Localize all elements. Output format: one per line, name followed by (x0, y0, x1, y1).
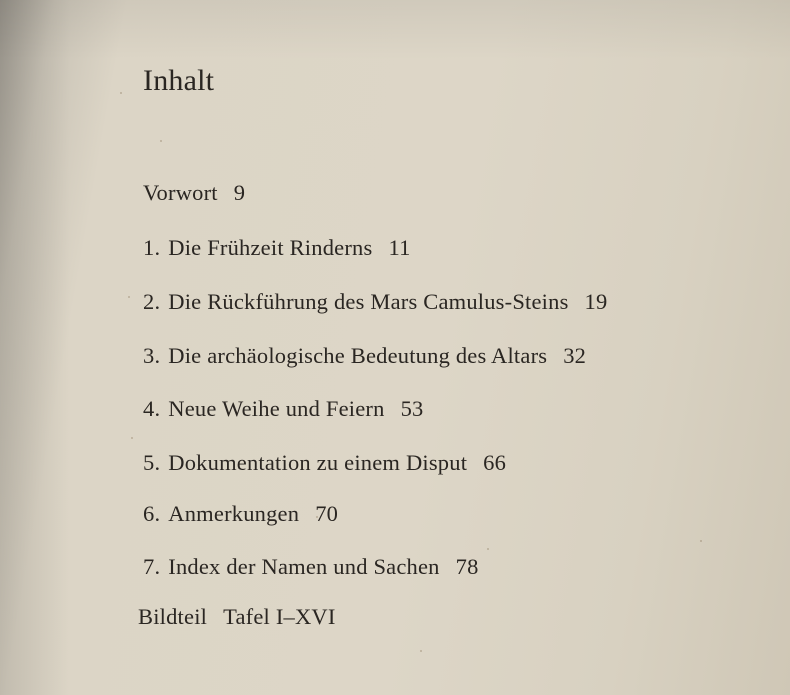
paper-speck (487, 548, 489, 550)
toc-entry-text: Die Frühzeit Rinderns (168, 235, 373, 260)
toc-entry-text: Die Rückführung des Mars Camulus-Steins (168, 289, 569, 314)
toc-entry-page: 32 (563, 343, 587, 368)
toc-entry-5 (143, 450, 506, 476)
toc-entry-1 (143, 235, 411, 261)
toc-entry-4 (143, 396, 423, 422)
toc-entry-3 (143, 343, 586, 369)
toc-entry-text: Index der Namen und Sachen (168, 554, 440, 579)
paper-speck (120, 92, 122, 94)
paper-speck (316, 516, 318, 518)
toc-entry-page: 53 (400, 396, 424, 421)
toc-entry-text: Neue Weihe und Feiern (168, 396, 385, 421)
paper-speck (128, 296, 130, 298)
toc-entry-page: Tafel I–XVI (223, 604, 336, 629)
paper-speck (420, 650, 422, 652)
toc-entry-plates (138, 604, 336, 630)
paper-speck (700, 540, 702, 542)
toc-entry-page: 9 (233, 180, 246, 205)
toc-entry-number: 3. (143, 343, 161, 368)
toc-entry-number: 4. (143, 396, 161, 421)
paper-speck (160, 140, 162, 142)
toc-entry-text: Vorwort (143, 180, 218, 205)
paper-speck (131, 437, 133, 439)
toc-entry-page: 70 (315, 501, 339, 526)
toc-entry-2 (143, 289, 607, 315)
toc-entry-text: Dokumentation zu einem Disput (168, 450, 468, 475)
toc-entry-page: 78 (455, 554, 479, 579)
toc-entry-number: 5. (143, 450, 161, 475)
toc-entry-text: Die archäologische Bedeutung des Altars (168, 343, 548, 368)
toc-entry-page: 11 (388, 235, 411, 260)
toc-entry-text: Anmerkungen (168, 501, 300, 526)
toc-entry-7 (143, 554, 479, 580)
toc-entry-number: 7. (143, 554, 161, 579)
toc-entry-page: 19 (584, 289, 608, 314)
paper-speck (560, 300, 562, 302)
toc-entry-number: 1. (143, 235, 161, 260)
toc-entry-text: Bildteil (138, 604, 208, 629)
toc-entry-page: 66 (483, 450, 507, 475)
toc-entry-number: 6. (143, 501, 161, 526)
page-title: Inhalt (143, 64, 215, 97)
toc-entry-foreword (143, 180, 245, 206)
toc-entry-number: 2. (143, 289, 161, 314)
toc-entry-6 (143, 501, 338, 527)
